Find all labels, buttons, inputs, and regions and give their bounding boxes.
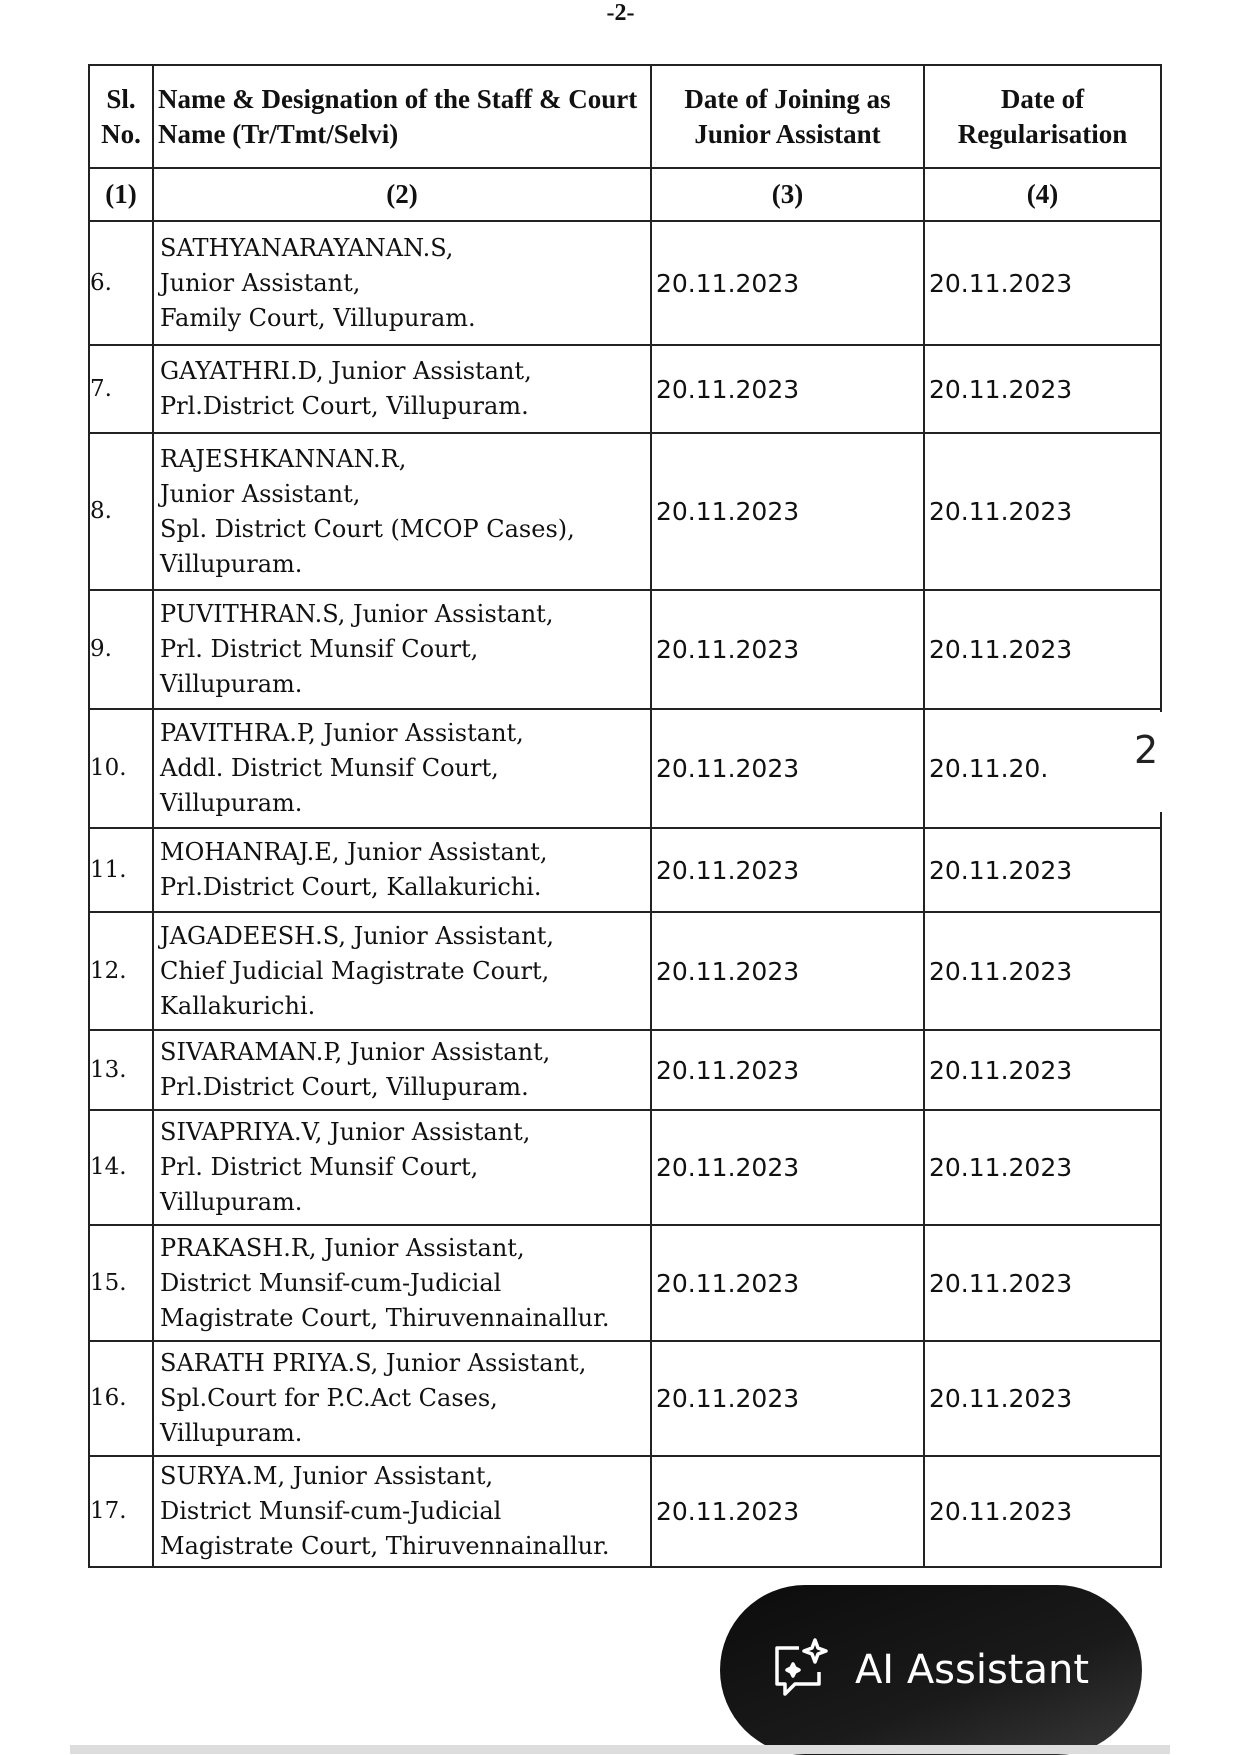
sl-no-cell: 8. <box>89 433 153 590</box>
sl-no-cell: 13. <box>89 1030 153 1110</box>
sl-no-cell: 7. <box>89 345 153 433</box>
sl-no-cell: 15. <box>89 1225 153 1341</box>
sl-no-cell: 10. <box>89 709 153 828</box>
scrollbar[interactable] <box>70 1745 1170 1754</box>
name-line: Prl.District Court, Villupuram. <box>160 392 529 420</box>
table-row <box>89 345 1161 433</box>
name-line: Magistrate Court, Thiruvennainallur. <box>160 1303 610 1332</box>
name-line: District Munsif-cum-Judicial <box>160 1497 502 1525</box>
name-cell <box>153 590 651 709</box>
header-name: Name & Designation of the Staff & Court Name (Tr/Tmt/Selvi) <box>153 65 651 168</box>
name-line: JAGADEESH.S, Junior Assistant, <box>160 921 554 950</box>
table-row <box>89 828 1161 912</box>
name-line: Spl. District Court (MCOP Cases), <box>160 514 575 543</box>
joining-date-cell: 20.11.2023 <box>651 912 924 1030</box>
name-line: Villupuram. <box>160 549 303 578</box>
name-line: PUVITHRAN.S, Junior Assistant, <box>160 600 554 628</box>
name-line: Prl.District Court, Kallakurichi. <box>160 873 542 901</box>
name-cell <box>153 1030 651 1110</box>
name-cell <box>153 828 651 912</box>
joining-date-cell: 20.11.2023 <box>651 1110 924 1225</box>
name-line: RAJESHKANNAN.R, <box>160 444 407 473</box>
name-line: SIVAPRIYA.V, Junior Assistant, <box>160 1118 531 1146</box>
sl-no-cell: 9. <box>89 590 153 709</box>
joining-date-cell: 20.11.2023 <box>651 1341 924 1456</box>
table-row <box>89 912 1161 1030</box>
table-row <box>89 1110 1161 1225</box>
name-line: Villupuram. <box>160 1188 303 1216</box>
name-line: Junior Assistant, <box>160 479 361 508</box>
joining-date-cell: 20.11.2023 <box>651 221 924 345</box>
regularisation-date-cell: 20.11.2023 <box>924 433 1161 590</box>
name-line: SATHYANARAYANAN.S, <box>160 233 454 262</box>
header-joining: Date of Joining as Junior Assistant <box>651 65 924 168</box>
regularisation-date-cell: 20.11.2023 <box>924 345 1161 433</box>
header-regularisation: Date of Regularisation <box>924 65 1161 168</box>
column-number-row <box>89 168 1161 221</box>
name-line: Addl. District Munsif Court, <box>160 754 499 782</box>
name-line: Prl. District Munsif Court, <box>160 635 479 663</box>
joining-date-cell: 20.11.2023 <box>651 1030 924 1110</box>
regularisation-date-cell: 20.11.20. <box>924 709 1161 828</box>
sl-no-cell: 6. <box>89 221 153 345</box>
sparkle-chat-icon <box>773 1638 829 1702</box>
regularisation-date-cell: 20.11.2023 <box>924 590 1161 709</box>
name-cell <box>153 345 651 433</box>
table-row <box>89 1030 1161 1110</box>
name-line: Prl.District Court, Villupuram. <box>160 1073 529 1101</box>
name-cell <box>153 1341 651 1456</box>
name-line: MOHANRAJ.E, Junior Assistant, <box>160 838 548 866</box>
sl-no-cell: 12. <box>89 912 153 1030</box>
ai-assistant-button[interactable] <box>720 1585 1142 1755</box>
name-line: Junior Assistant, <box>160 268 361 297</box>
name-line: GAYATHRI.D, Junior Assistant, <box>160 357 532 385</box>
name-cell <box>153 433 651 590</box>
joining-date-cell: 20.11.2023 <box>651 1456 924 1567</box>
joining-date-cell: 20.11.2023 <box>651 709 924 828</box>
page-number: -2- <box>606 0 635 26</box>
name-line: Family Court, Villupuram. <box>160 303 476 332</box>
joining-date-cell: 20.11.2023 <box>651 345 924 433</box>
staff-regularisation-table <box>88 64 1162 1568</box>
regularisation-date-cell: 20.11.2023 <box>924 1225 1161 1341</box>
name-cell <box>153 709 651 828</box>
regularisation-date-cell: 20.11.2023 <box>924 912 1161 1030</box>
regularisation-date-cell: 20.11.2023 <box>924 1030 1161 1110</box>
regularisation-date-cell: 20.11.2023 <box>924 828 1161 912</box>
column-number: (2) <box>153 168 651 221</box>
table-row <box>89 433 1161 590</box>
joining-date-cell: 20.11.2023 <box>651 1225 924 1341</box>
name-line: Villupuram. <box>160 789 303 817</box>
joining-date-cell: 20.11.2023 <box>651 433 924 590</box>
column-number: (4) <box>924 168 1161 221</box>
regularisation-date-cell: 20.11.2023 <box>924 1110 1161 1225</box>
name-cell <box>153 1110 651 1225</box>
joining-date-cell: 20.11.2023 <box>651 590 924 709</box>
name-line: Prl. District Munsif Court, <box>160 1153 479 1181</box>
joining-date-cell: 20.11.2023 <box>651 828 924 912</box>
table-row <box>89 709 1161 828</box>
column-number: (3) <box>651 168 924 221</box>
name-line: District Munsif-cum-Judicial <box>160 1268 502 1297</box>
table-row <box>89 590 1161 709</box>
page-badge: 2 <box>1134 728 1159 772</box>
name-line: Spl.Court for P.C.Act Cases, <box>160 1384 498 1412</box>
table-row <box>89 1456 1161 1567</box>
regularisation-date-cell: 20.11.2023 <box>924 1456 1161 1567</box>
name-line: SARATH PRIYA.S, Junior Assistant, <box>160 1349 587 1377</box>
name-line: Villupuram. <box>160 670 303 698</box>
name-line: Villupuram. <box>160 1419 303 1447</box>
name-line: PRAKASH.R, Junior Assistant, <box>160 1233 525 1262</box>
header-sl-no: Sl. No. <box>89 65 153 168</box>
name-cell <box>153 1225 651 1341</box>
table-row <box>89 221 1161 345</box>
table-row <box>89 1225 1161 1341</box>
header-row <box>89 65 1161 168</box>
name-line: Magistrate Court, Thiruvennainallur. <box>160 1532 610 1560</box>
name-line: SURYA.M, Junior Assistant, <box>160 1462 494 1490</box>
sl-no-cell: 16. <box>89 1341 153 1456</box>
sl-no-cell: 11. <box>89 828 153 912</box>
column-number: (1) <box>89 168 153 221</box>
ai-assistant-label: AI Assistant <box>854 1647 1090 1693</box>
name-cell <box>153 1456 651 1567</box>
name-line: SIVARAMAN.P, Junior Assistant, <box>160 1038 551 1066</box>
name-cell <box>153 912 651 1030</box>
name-line: Chief Judicial Magistrate Court, <box>160 956 550 985</box>
name-line: Kallakurichi. <box>160 991 316 1020</box>
regularisation-date-cell: 20.11.2023 <box>924 1341 1161 1456</box>
sl-no-cell: 17. <box>89 1456 153 1567</box>
name-line: PAVITHRA.P, Junior Assistant, <box>160 719 524 747</box>
table-row <box>89 1341 1161 1456</box>
regularisation-date-cell: 20.11.2023 <box>924 221 1161 345</box>
sl-no-cell: 14. <box>89 1110 153 1225</box>
name-cell <box>153 221 651 345</box>
